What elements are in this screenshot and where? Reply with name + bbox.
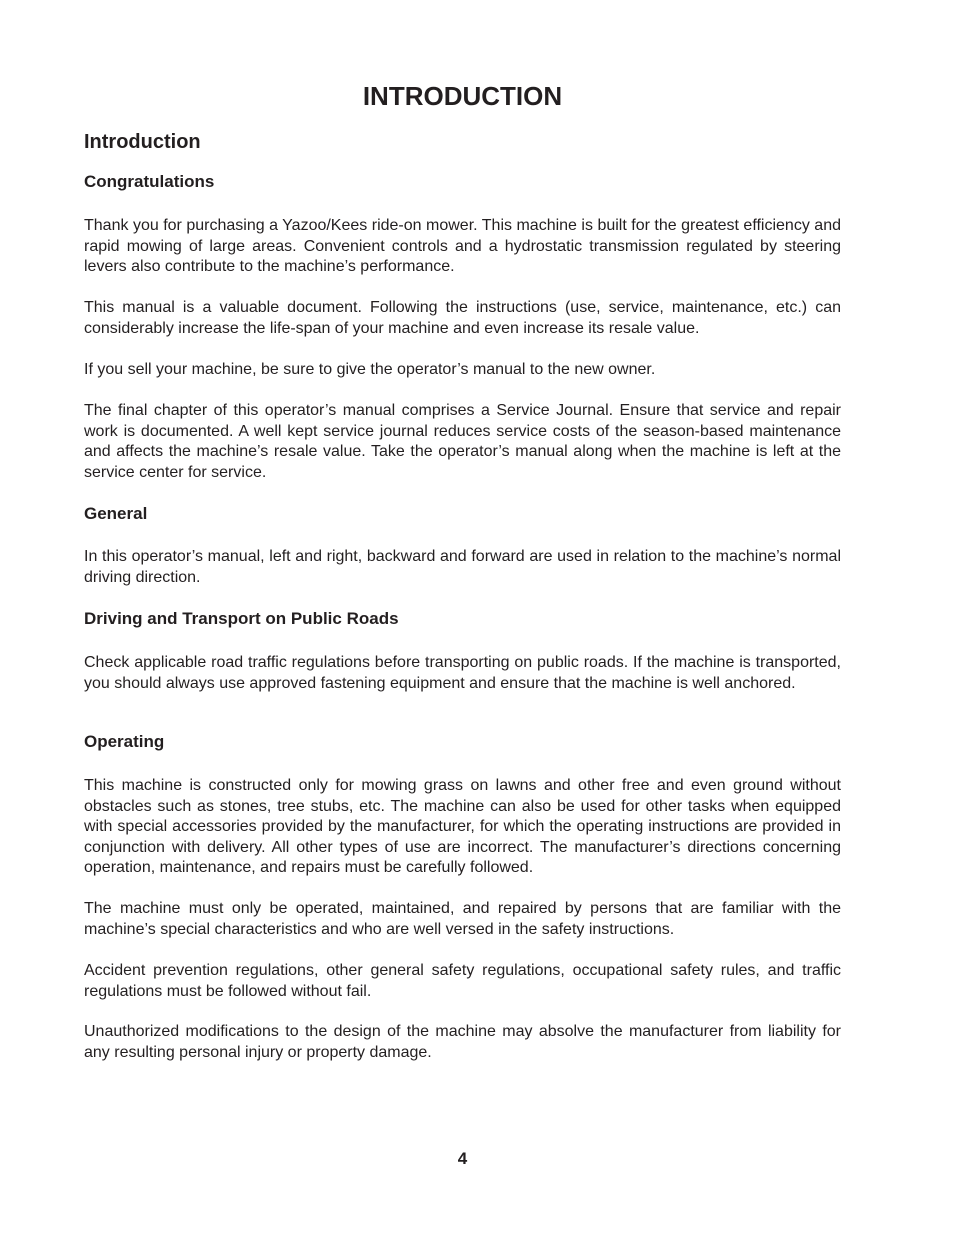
paragraph-operators: The machine must only be operated, maintained, and repaired by persons that are familiar with the machine’s special characteristics and who are well versed in the safety instructions. bbox=[84, 900, 841, 938]
paragraph-safety-regulations: Accident prevention regulations, other general safety regulations, occupational safety rules, and traffic regulations must be followed without fail. bbox=[84, 962, 841, 1000]
paragraph-thank-you: Thank you for purchasing a Yazoo/Kees ride-on mower. This machine is built for the greatest efficiency and rapid mowing of large areas. Convenient controls and a hydrostatic transmission regulated by steering levers also contribute to the machine’s performance. bbox=[84, 217, 841, 275]
paragraph-service-journal: The final chapter of this operator’s manual comprises a Service Journal. Ensure that service and repair work is documented. A well kept service journal reduces service costs of the season-based maintenance and affects the machine’s resale value. Take the operator’s manual along when the machine is left at the service center for service. bbox=[84, 402, 841, 481]
heading-operating: Operating bbox=[84, 732, 165, 751]
section-title: Introduction bbox=[84, 131, 201, 153]
paragraph-resale: If you sell your machine, be sure to give the operator’s manual to the new owner. bbox=[84, 361, 656, 378]
paragraph-modifications: Unauthorized modifications to the design of the machine may absolve the manufacturer from liability for any resulting personal injury or property damage. bbox=[84, 1023, 841, 1061]
paragraph-road-regulations: Check applicable road traffic regulations before transporting on public roads. If the machine is transported, you should always use approved fastening equipment and ensure that the machine is well anchored. bbox=[84, 654, 841, 692]
page-number: 4 bbox=[457, 1149, 468, 1168]
page-title: INTRODUCTION bbox=[362, 81, 563, 111]
heading-driving-transport: Driving and Transport on Public Roads bbox=[84, 609, 399, 628]
paragraph-manual-value: This manual is a valuable document. Following the instructions (use, service, maintenance, etc.) can considerably increase the life-span of your machine and even increase its resale value. bbox=[84, 299, 841, 337]
paragraph-directions: In this operator’s manual, left and right, backward and forward are used in relation to the machine’s normal driving direction. bbox=[84, 548, 841, 586]
heading-congratulations: Congratulations bbox=[84, 172, 215, 191]
paragraph-intended-use: This machine is constructed only for mowing grass on lawns and other free and even ground without obstacles such as stones, tree stubs, etc. The machine can also be used for other tasks when equipped with special accessories provided by the manufacturer, for which the operating instructions are provided in conjunction with delivery. All other types of use are incorrect. The manufacturer’s directions concerning operation, maintenance, and repairs must be carefully followed. bbox=[84, 777, 841, 876]
heading-general: General bbox=[84, 504, 148, 523]
